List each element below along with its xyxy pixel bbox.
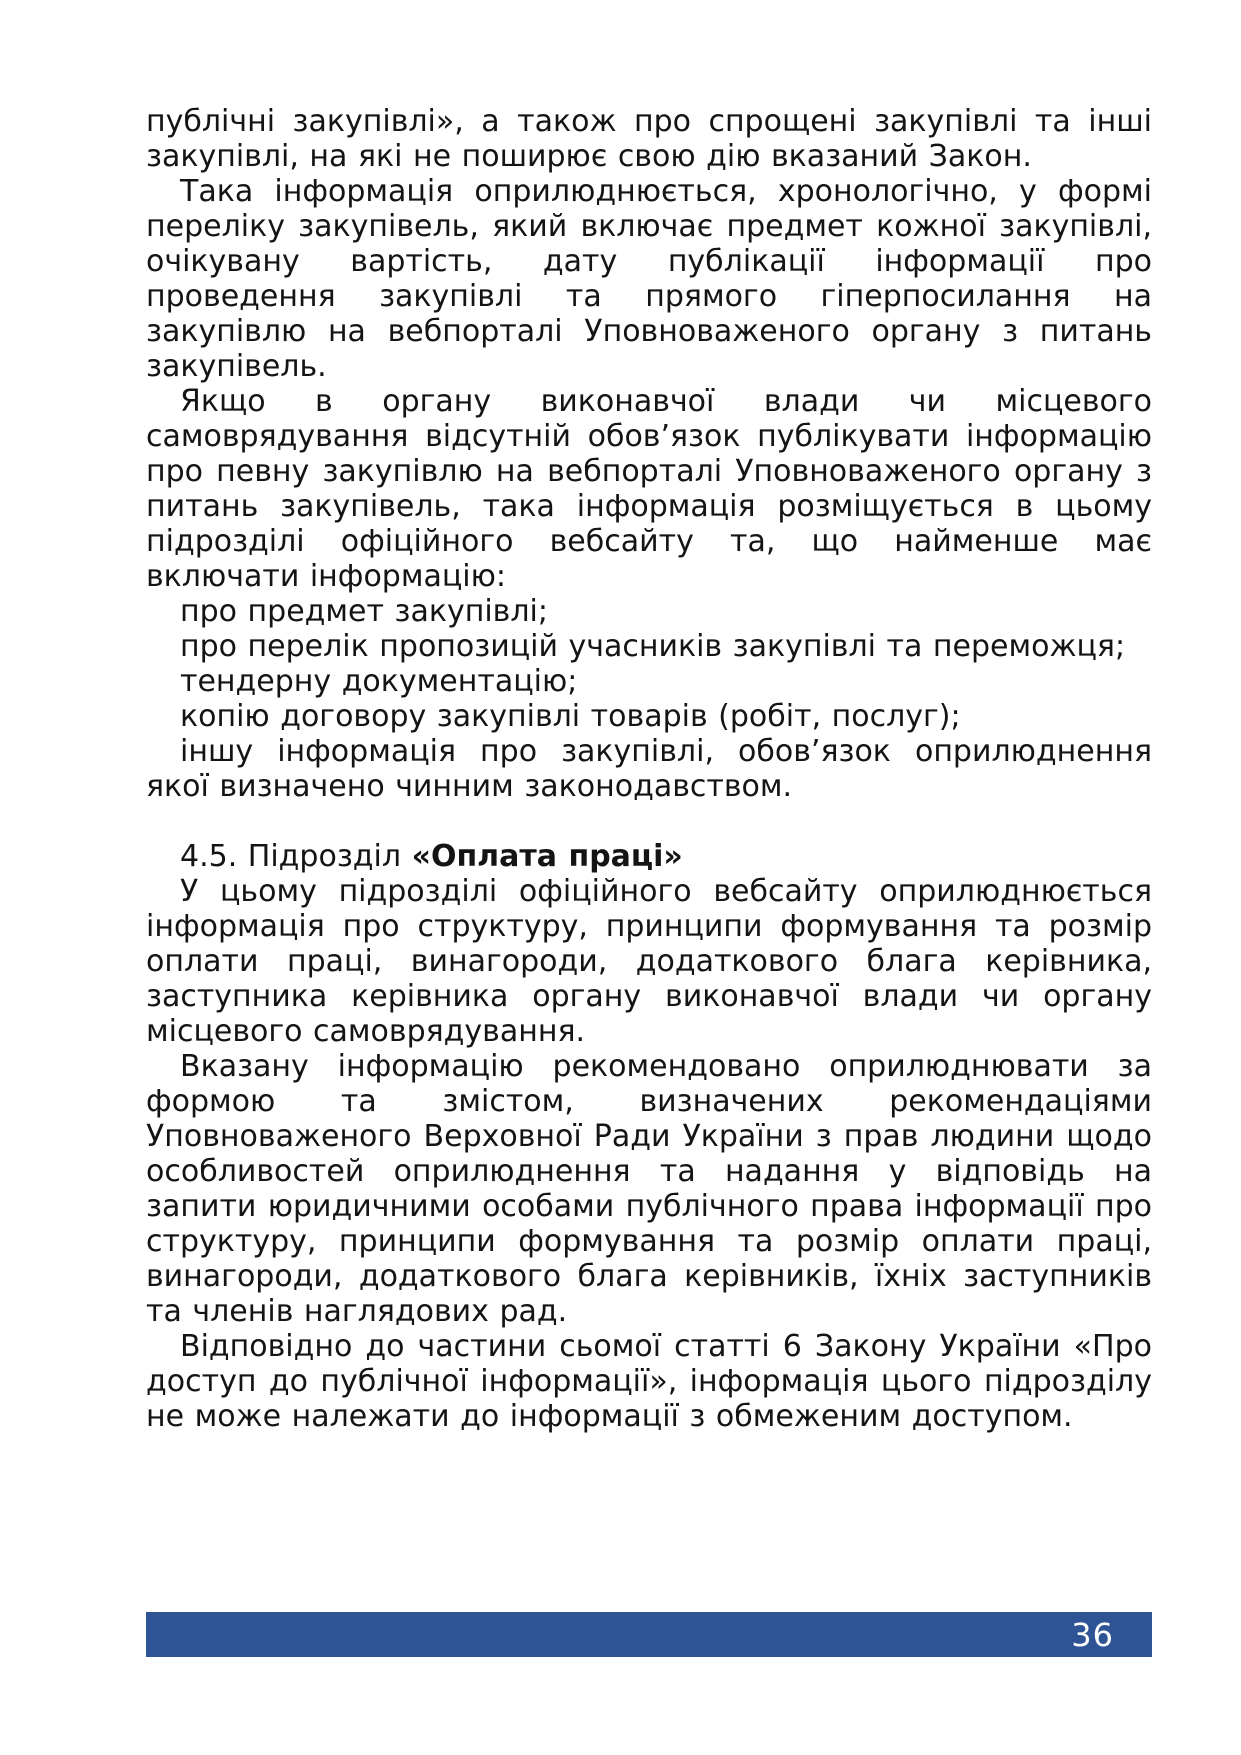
section-heading-number: 4.5. Підрозділ xyxy=(180,839,412,874)
body-paragraph: Відповідно до частини сьомої статті 6 Закону України «Про доступ до публічної інформації», інформація цього підрозділу не може належати до інформації з обмеженим доступом. xyxy=(146,1329,1152,1434)
section-heading-title: «Оплата праці» xyxy=(411,839,683,874)
body-paragraph: Вказану інформацію рекомендовано оприлюднювати за формою та змістом, визначених рекомендаціями Уповноваженого Верховної Ради України з прав людини щодо особливостей оприлюднення та надання у відповідь на запити юридичними особами публічного права інформації про структуру, принципи формування та розмір оплати праці, винагороди, додаткового блага керівників, їхніх заступників та членів наглядових рад. xyxy=(146,1049,1152,1329)
body-paragraph: У цьому підрозділі офіційного вебсайту оприлюднюється інформація про структуру, принципи формування та розмір оплати праці, винагороди, додаткового блага керівника, заступника керівника органу виконавчої влади чи органу місцевого самоврядування. xyxy=(146,874,1152,1049)
body-paragraph: Така інформація оприлюднюється, хронологічно, у формі переліку закупівель, який включає предмет кожної закупівлі, очікувану вартість, дату публікації інформації про проведення закупівлі та прямого гіперпосилання на закупівлю на вебпорталі Уповноваженого органу з питань закупівель. xyxy=(146,174,1152,384)
section-heading xyxy=(146,839,1152,874)
list-item-paragraph: тендерну документацію; xyxy=(180,664,578,699)
footer-bar xyxy=(146,1612,1152,1657)
page-number: 36 xyxy=(1071,1615,1114,1654)
list-item-paragraph: про перелік пропозицій учасників закупівлі та переможця; xyxy=(180,629,1126,664)
list-item-paragraph: іншу інформація про закупівлі, обов’язок оприлюднення якої визначено чинним законодавством. xyxy=(146,734,1152,804)
text-block xyxy=(146,104,1152,1434)
list-item-paragraph: про предмет закупівлі; xyxy=(180,594,548,629)
body-paragraph: публічні закупівлі», а також про спрощені закупівлі та інші закупівлі, на які не поширює свою дію вказаний Закон. xyxy=(146,104,1152,174)
body-paragraph: Якщо в органу виконавчої влади чи місцевого самоврядування відсутній обов’язок публікувати інформацію про певну закупівлю на вебпорталі Уповноваженого органу з питань закупівель, така інформація розміщується в цьому підрозділі офіційного вебсайту та, що найменше має включати інформацію: xyxy=(146,384,1152,594)
list-item-paragraph: копію договору закупівлі товарів (робіт, послуг); xyxy=(180,699,961,734)
